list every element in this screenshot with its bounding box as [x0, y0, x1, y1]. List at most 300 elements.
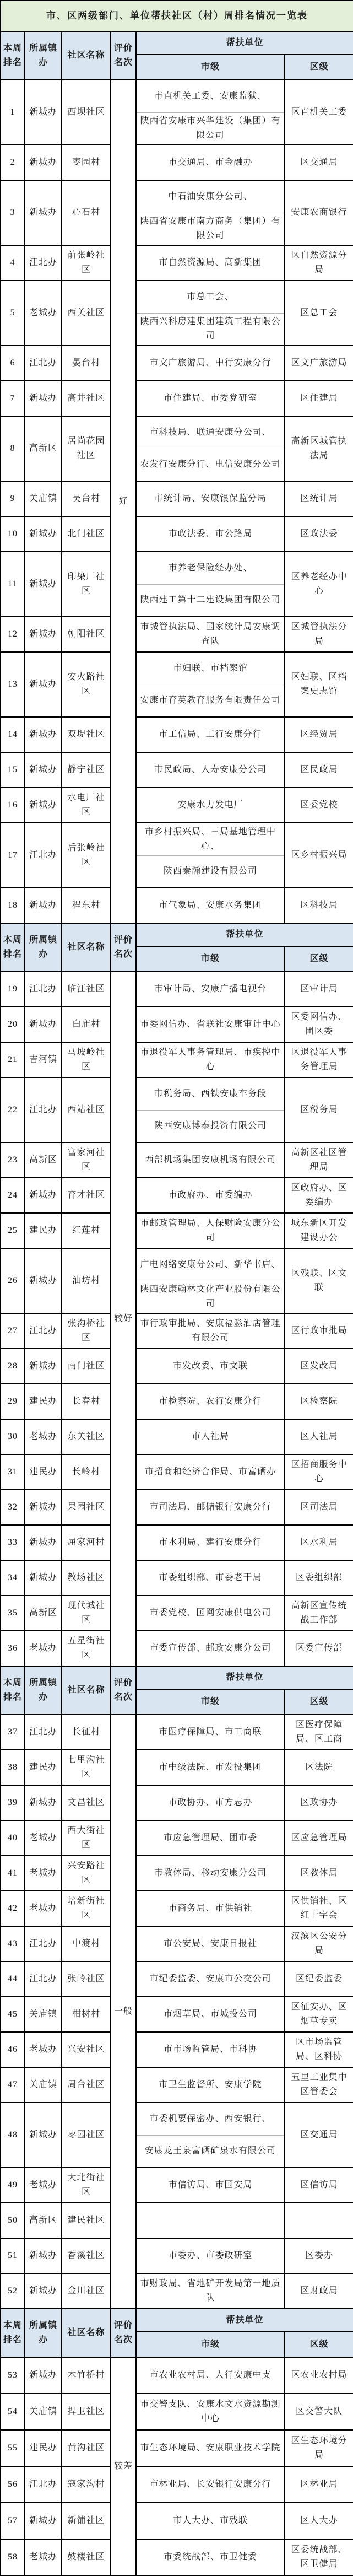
- community-cell: 中渡村: [62, 1926, 111, 1961]
- town-cell: 新城办: [25, 2238, 62, 2273]
- district-cell: 区交警大队: [285, 2394, 353, 2430]
- district-cell: 区水利局: [285, 1525, 353, 1560]
- town-cell: 新城办: [25, 1785, 62, 1820]
- district-cell: 区政协办: [285, 1785, 353, 1820]
- rank-cell: 3: [1, 180, 25, 245]
- city-units-cell: [136, 1715, 285, 1750]
- town-cell: 高新区: [25, 1143, 62, 1178]
- rank-cell: 42: [1, 1891, 25, 1926]
- community-cell: 后张岭社区: [62, 823, 111, 888]
- rank-cell: 52: [1, 2273, 25, 2309]
- community-cell: 西坝社区: [62, 80, 111, 145]
- table-row: [1, 1349, 353, 1384]
- city-units-cell: [136, 1248, 285, 1313]
- district-cell: 城东新区开发建设办公: [285, 1213, 353, 1248]
- city-units-cell: [136, 1560, 285, 1596]
- community-cell: 周台社区: [62, 2067, 111, 2103]
- district-cell: 区税务局: [285, 1077, 353, 1143]
- city-units-cell: [136, 1143, 285, 1178]
- city-units-cell: [136, 1785, 285, 1820]
- city-unit: 市应急管理局、团市委: [163, 1833, 257, 1842]
- city-units-cell: [136, 1007, 285, 1042]
- header-rank: 本周排名: [1, 1666, 25, 1715]
- rank-cell: 18: [1, 888, 25, 923]
- district-cell: 区财政局: [285, 2273, 353, 2309]
- city-unit: 市信访局、市国安局: [168, 2180, 253, 2190]
- town-cell: 新城办: [25, 2273, 62, 2309]
- table-row: [1, 2032, 353, 2067]
- city-units-cell: [136, 2394, 285, 2430]
- city-unit: 市委网信办、省联社安康审计中心: [140, 1020, 281, 1029]
- district-cell: 区招商服务中心: [285, 1454, 353, 1490]
- header-town: 所属镇办: [25, 1666, 62, 1715]
- rank-cell: 8: [1, 416, 25, 481]
- header-row-top: [1, 2309, 353, 2332]
- district-cell: 区人社局: [285, 1419, 353, 1454]
- header-helpers: 帮扶单位: [136, 923, 353, 946]
- rating-cell: 好: [111, 80, 136, 923]
- community-cell: 西大街社区: [62, 1820, 111, 1856]
- district-cell: 区文广旅游局: [285, 346, 353, 381]
- header-district-level: 区级: [285, 55, 353, 80]
- table-row: [1, 80, 353, 145]
- district-cell: 区法院: [285, 1750, 353, 1785]
- header-community: 社区名称: [62, 923, 111, 972]
- city-unit: 陕西安康博泰投资有限公司: [137, 1110, 284, 1143]
- district-cell: 区妇联、区档案史志馆: [285, 652, 353, 717]
- rank-cell: 2: [1, 145, 25, 180]
- table-row: [1, 2394, 353, 2430]
- table-row: [1, 2203, 353, 2238]
- community-cell: 南门社区: [62, 1349, 111, 1384]
- district-cell: 区教体局: [285, 1856, 353, 1891]
- city-units-cell: [136, 1820, 285, 1856]
- city-unit: 市财政局、省地矿开发局第一地质队: [140, 2279, 281, 2303]
- rank-cell: 25: [1, 1213, 25, 1248]
- town-cell: 建民办: [25, 1750, 62, 1785]
- district-cell: 区交通局: [285, 2103, 353, 2168]
- city-units-cell: [136, 1490, 285, 1525]
- table-row: [1, 2103, 353, 2168]
- city-unit: 市烟草局、市城投公司: [163, 2009, 257, 2019]
- city-units-cell: [136, 972, 285, 1007]
- header-helpers: 帮扶单位: [136, 31, 353, 55]
- city-units-cell: [136, 281, 285, 346]
- community-cell: 培新街社区: [62, 1891, 111, 1926]
- community-cell: 安火路社区: [62, 652, 111, 717]
- district-cell: 区委统战部、区卫健局: [285, 2539, 353, 2575]
- district-cell: 区交通局: [285, 145, 353, 180]
- city-unit: 市统计局、安康银保监分局: [154, 494, 267, 503]
- table-row: [1, 1891, 353, 1926]
- town-cell: 吉河镇: [25, 1042, 62, 1077]
- community-cell: 富家河社区: [62, 1143, 111, 1178]
- district-cell: 高新区城管执法局: [285, 416, 353, 481]
- table-row: [1, 552, 353, 617]
- town-cell: 新城办: [25, 381, 62, 416]
- town-cell: 新城办: [25, 516, 62, 552]
- rank-cell: 22: [1, 1077, 25, 1143]
- rank-cell: 10: [1, 516, 25, 552]
- city-unit: 市税务局、西铁安康车务段: [154, 1088, 267, 1098]
- district-cell: 汉滨区公安分局: [285, 1926, 353, 1961]
- header-town: 所属镇办: [25, 31, 62, 80]
- page-title: 市、区两级部门、单位帮扶社区（村）周排名情况一览表: [1, 1, 353, 31]
- city-unit: 陕西省安康市兴华建设（集团）有限公司: [137, 112, 284, 145]
- header-rating: 评价名次: [111, 1666, 136, 1715]
- city-unit: 市委机要保密办、西安银行、: [149, 2114, 271, 2124]
- rank-cell: 1: [1, 80, 25, 145]
- city-unit: 市总工会、: [187, 292, 234, 301]
- header-community: 社区名称: [62, 2309, 111, 2357]
- community-cell: 马坡岭社区: [62, 1042, 111, 1077]
- town-cell: 关庙镇: [25, 1997, 62, 2032]
- rank-cell: 28: [1, 1349, 25, 1384]
- table-row: [1, 1926, 353, 1961]
- district-cell: 区检察院: [285, 1384, 353, 1419]
- header-city-level: 市级: [136, 1689, 285, 1715]
- rank-cell: 19: [1, 972, 25, 1007]
- city-unit: 陕西建工第十二建设集团有限公司: [137, 584, 284, 617]
- town-cell: 建民办: [25, 2430, 62, 2466]
- city-units-cell: [136, 1042, 285, 1077]
- rating-cell: 较好: [111, 972, 136, 1666]
- table-row: [1, 1454, 353, 1490]
- town-cell: 新城办: [25, 145, 62, 180]
- city-unit: 市卫生监督所、安康学院: [159, 2080, 262, 2089]
- city-units-cell: [136, 717, 285, 752]
- table-row: [1, 1856, 353, 1891]
- rank-cell: 11: [1, 552, 25, 617]
- rating-cell: 一般: [111, 1715, 136, 2309]
- district-cell: 区民政局: [285, 752, 353, 788]
- rank-cell: 15: [1, 752, 25, 788]
- city-unit: 安康龙王泉富硒矿泉水有限公司: [137, 2135, 284, 2168]
- header-rating: 评价名次: [111, 923, 136, 972]
- city-unit: 市纪委监委、安康市公交公司: [149, 1974, 271, 1984]
- table-row: [1, 1213, 353, 1248]
- table-row: [1, 752, 353, 788]
- city-unit: 市发改委、市文联: [172, 1361, 248, 1371]
- town-cell: 高新区: [25, 2203, 62, 2238]
- community-cell: 东关社区: [62, 1419, 111, 1454]
- table-row: [1, 1750, 353, 1785]
- table-row: [1, 1042, 353, 1077]
- city-unit: 市退役军人事务管理局、市疾控中心: [140, 1048, 281, 1071]
- rank-cell: 26: [1, 1248, 25, 1313]
- header-rank: 本周排名: [1, 31, 25, 80]
- city-units-cell: [136, 2168, 285, 2203]
- header-community: 社区名称: [62, 31, 111, 80]
- community-cell: 枣园村: [62, 145, 111, 180]
- rank-cell: 57: [1, 2503, 25, 2539]
- city-unit: 市商务局、市供销社: [168, 1904, 253, 1913]
- header-rank: 本周排名: [1, 923, 25, 972]
- district-cell: 区委网信办、团区委: [285, 1007, 353, 1042]
- community-cell: 前张岭社区: [62, 245, 111, 281]
- table-row: [1, 1715, 353, 1750]
- header-district-level: 区级: [285, 2332, 353, 2357]
- district-cell: 区住建局: [285, 381, 353, 416]
- city-unit: 市林业局、长安银行安康分行: [149, 2480, 271, 2489]
- district-cell: 区经贸局: [285, 717, 353, 752]
- city-unit: 市委组织部、市委老干局: [159, 1573, 262, 1582]
- city-unit: 市委统战部、市卫健委: [163, 2552, 257, 2562]
- town-cell: 老城办: [25, 281, 62, 346]
- town-cell: 新城办: [25, 717, 62, 752]
- header-row-top: [1, 923, 353, 946]
- district-cell: 区政府办、区委编办: [285, 1178, 353, 1213]
- city-units-cell: [136, 888, 285, 923]
- city-unit: 陕西秦瀚建设有限公司: [137, 855, 284, 888]
- table-row: [1, 2430, 353, 2466]
- city-units-cell: [136, 2238, 285, 2273]
- community-cell: 西关社区: [62, 281, 111, 346]
- rank-cell: 27: [1, 1313, 25, 1349]
- city-units-cell: [136, 1856, 285, 1891]
- town-cell: 江北办: [25, 1961, 62, 1997]
- community-cell: 居尚花园社区: [62, 416, 111, 481]
- town-cell: 江北办: [25, 346, 62, 381]
- community-cell: 捍卫社区: [62, 2394, 111, 2430]
- city-units-cell: [136, 2067, 285, 2103]
- town-cell: 新城办: [25, 1525, 62, 1560]
- header-rating: 评价名次: [111, 31, 136, 80]
- city-units-cell: [136, 346, 285, 381]
- rank-cell: 32: [1, 1490, 25, 1525]
- district-cell: 区委组织部: [285, 1560, 353, 1596]
- rank-cell: 29: [1, 1384, 25, 1419]
- table-row: [1, 1007, 353, 1042]
- rank-cell: 35: [1, 1596, 25, 1631]
- district-cell: 五里工业集中区管委会: [285, 2067, 353, 2103]
- community-cell: 油坊村: [62, 1248, 111, 1313]
- city-units-cell: [136, 1419, 285, 1454]
- city-units-cell: [136, 2203, 285, 2238]
- city-unit: 市城管执法局、国家统计局安康调查队: [140, 622, 281, 646]
- table-row: [1, 1077, 353, 1143]
- city-units-cell: [136, 1213, 285, 1248]
- table-row: [1, 245, 353, 281]
- district-cell: 区残联、区文联: [285, 1248, 353, 1313]
- city-units-cell: [136, 552, 285, 617]
- city-units-cell: [136, 1077, 285, 1143]
- city-unit: 市司法局、邮储银行安康分行: [149, 1502, 271, 1512]
- community-cell: 寇家沟村: [62, 2466, 111, 2503]
- city-unit: 市委办、市委政研室: [168, 2251, 253, 2260]
- city-units-cell: [136, 2430, 285, 2466]
- table-row: [1, 652, 353, 717]
- header-community: 社区名称: [62, 1666, 111, 1715]
- community-cell: 兴安路社区: [62, 1856, 111, 1891]
- district-cell: [285, 2203, 353, 2238]
- district-cell: 区林业局: [285, 2466, 353, 2503]
- table-row: [1, 1961, 353, 1997]
- city-unit: 市民政局、人寿安康分公司: [154, 765, 267, 774]
- rank-cell: 40: [1, 1820, 25, 1856]
- community-cell: 北门社区: [62, 516, 111, 552]
- city-unit: 市直机关工委、安康监狱、: [154, 91, 267, 101]
- community-cell: 双堤社区: [62, 717, 111, 752]
- city-unit: 市养老保险经办处、: [168, 563, 253, 573]
- rank-cell: 33: [1, 1525, 25, 1560]
- rank-cell: 31: [1, 1454, 25, 1490]
- city-units-cell: [136, 1313, 285, 1349]
- city-units-cell: [136, 2103, 285, 2168]
- town-cell: 江北办: [25, 245, 62, 281]
- town-cell: 老城办: [25, 1419, 62, 1454]
- rank-cell: 44: [1, 1961, 25, 1997]
- district-cell: 区医疗保障局、区工商: [285, 1715, 353, 1750]
- district-cell: 区司法局: [285, 1490, 353, 1525]
- community-cell: 鼓楼社区: [62, 2539, 111, 2575]
- town-cell: 江北办: [25, 1926, 62, 1961]
- city-unit: 市科技局、联通安康分公司、: [149, 427, 271, 437]
- city-unit: 市政府办、市委编办: [168, 1190, 253, 1200]
- town-cell: 江北办: [25, 1313, 62, 1349]
- rank-cell: 41: [1, 1856, 25, 1891]
- city-unit: 市教体局、移动安康分公司: [154, 1868, 267, 1878]
- district-cell: 区政法委: [285, 516, 353, 552]
- city-unit: 市住建局、市委党研室: [163, 394, 257, 403]
- district-cell: 区农业农村局: [285, 2357, 353, 2394]
- rank-cell: 21: [1, 1042, 25, 1077]
- town-cell: 江北办: [25, 1077, 62, 1143]
- district-cell: 区退役军人事务管理局: [285, 1042, 353, 1077]
- rank-cell: 46: [1, 2032, 25, 2067]
- community-cell: 香溪社区: [62, 2238, 111, 2273]
- table-row: [1, 1596, 353, 1631]
- community-cell: 屈家河村: [62, 1525, 111, 1560]
- district-cell: 区应急管理局: [285, 1820, 353, 1856]
- header-district-level: 区级: [285, 946, 353, 972]
- community-cell: 金川社区: [62, 2273, 111, 2309]
- district-cell: 区直机关工委: [285, 80, 353, 145]
- community-cell: 长征村: [62, 1715, 111, 1750]
- rank-cell: 51: [1, 2238, 25, 2273]
- rank-cell: 4: [1, 245, 25, 281]
- rank-cell: 23: [1, 1143, 25, 1178]
- table-row: [1, 972, 353, 1007]
- city-units-cell: [136, 245, 285, 281]
- community-cell: 柑树村: [62, 1997, 111, 2032]
- district-cell: 区纪委监委: [285, 1961, 353, 1997]
- city-unit: 市公安局、安康日报社: [163, 1939, 257, 1948]
- town-cell: 新城办: [25, 617, 62, 652]
- table-row: [1, 516, 353, 552]
- district-cell: 区城管执法分局: [285, 617, 353, 652]
- city-units-cell: [136, 2357, 285, 2394]
- table-row: [1, 281, 353, 346]
- district-cell: 区人大办: [285, 2503, 353, 2539]
- city-units-cell: [136, 516, 285, 552]
- community-cell: 枣园社区: [62, 2103, 111, 2168]
- header-helpers: 帮扶单位: [136, 2309, 353, 2332]
- rank-cell: 43: [1, 1926, 25, 1961]
- city-unit: 市自然资源局、高新集团: [159, 258, 262, 267]
- table-row: [1, 2238, 353, 2273]
- city-unit: 市政协办、市方志办: [168, 1798, 253, 1807]
- header-town: 所属镇办: [25, 2309, 62, 2357]
- town-cell: 老城办: [25, 2168, 62, 2203]
- community-cell: 建民社区: [62, 2203, 111, 2238]
- rank-cell: 7: [1, 381, 25, 416]
- table-row: [1, 1419, 353, 1454]
- town-cell: 高新区: [25, 1596, 62, 1631]
- table-row: [1, 1384, 353, 1419]
- city-unit: 市行政审批局、安康福淼酒店管理有限公司: [140, 1319, 281, 1343]
- community-cell: 吴台村: [62, 481, 111, 516]
- community-cell: 水电厂社区: [62, 788, 111, 823]
- town-cell: 新城办: [25, 2503, 62, 2539]
- town-cell: 江北办: [25, 972, 62, 1007]
- city-unit: 市市场监管局、市科协: [163, 2045, 257, 2054]
- district-cell: 区总工会: [285, 281, 353, 346]
- rank-cell: 12: [1, 617, 25, 652]
- city-units-cell: [136, 1178, 285, 1213]
- city-unit: 陕西安康翰林文化产业股份有限公司: [137, 1281, 284, 1313]
- community-cell: 育才社区: [62, 1178, 111, 1213]
- header-city-level: 市级: [136, 55, 285, 80]
- table-row: [1, 1560, 353, 1596]
- town-cell: 江北办: [25, 2466, 62, 2503]
- community-cell: 果园社区: [62, 1490, 111, 1525]
- rank-cell: 6: [1, 346, 25, 381]
- rank-cell: 9: [1, 481, 25, 516]
- table-row: [1, 2539, 353, 2575]
- city-units-cell: [136, 80, 285, 145]
- header-district-level: 区级: [285, 1689, 353, 1715]
- city-unit: 市邮政管理局、人保财险安康分公司: [140, 1219, 281, 1242]
- city-unit: 市生态环境局、安康职业技术学院: [140, 2443, 281, 2453]
- community-cell: 五星街社区: [62, 1631, 111, 1666]
- community-cell: 心石村: [62, 180, 111, 245]
- city-units-cell: [136, 1349, 285, 1384]
- header-row-top: [1, 31, 353, 55]
- town-cell: 新城办: [25, 2103, 62, 2168]
- town-cell: 新城办: [25, 552, 62, 617]
- community-cell: 黄沟社区: [62, 2430, 111, 2466]
- city-unit: 市人大办、市残联: [172, 2516, 248, 2525]
- community-cell: 长春村: [62, 1384, 111, 1419]
- city-units-cell: [136, 752, 285, 788]
- community-cell: 晏台村: [62, 346, 111, 381]
- town-cell: 老城办: [25, 1631, 62, 1666]
- table-row: [1, 717, 353, 752]
- rank-cell: 16: [1, 788, 25, 823]
- district-cell: 区信访局: [285, 2168, 353, 2203]
- district-cell: 区委党校: [285, 788, 353, 823]
- rank-cell: 56: [1, 2466, 25, 2503]
- header-city-level: 市级: [136, 2332, 285, 2357]
- city-unit: 中石油安康分公司、: [168, 191, 253, 201]
- town-cell: 关庙镇: [25, 481, 62, 516]
- city-unit: 市委党校、国网安康供电公司: [149, 1608, 271, 1618]
- city-units-cell: [136, 1454, 285, 1490]
- table-row: [1, 2466, 353, 2503]
- city-units-cell: [136, 1525, 285, 1560]
- header-row-top: [1, 1666, 353, 1689]
- town-cell: 新城办: [25, 752, 62, 788]
- town-cell: 新城办: [25, 1248, 62, 1313]
- community-cell: 现代城社区: [62, 1596, 111, 1631]
- district-cell: 区养老经办中心: [285, 552, 353, 617]
- community-cell: 西站社区: [62, 1077, 111, 1143]
- table-row: [1, 1525, 353, 1560]
- rating-cell: 较差: [111, 2357, 136, 2575]
- table-row: [1, 2273, 353, 2309]
- table-row: [1, 2168, 353, 2203]
